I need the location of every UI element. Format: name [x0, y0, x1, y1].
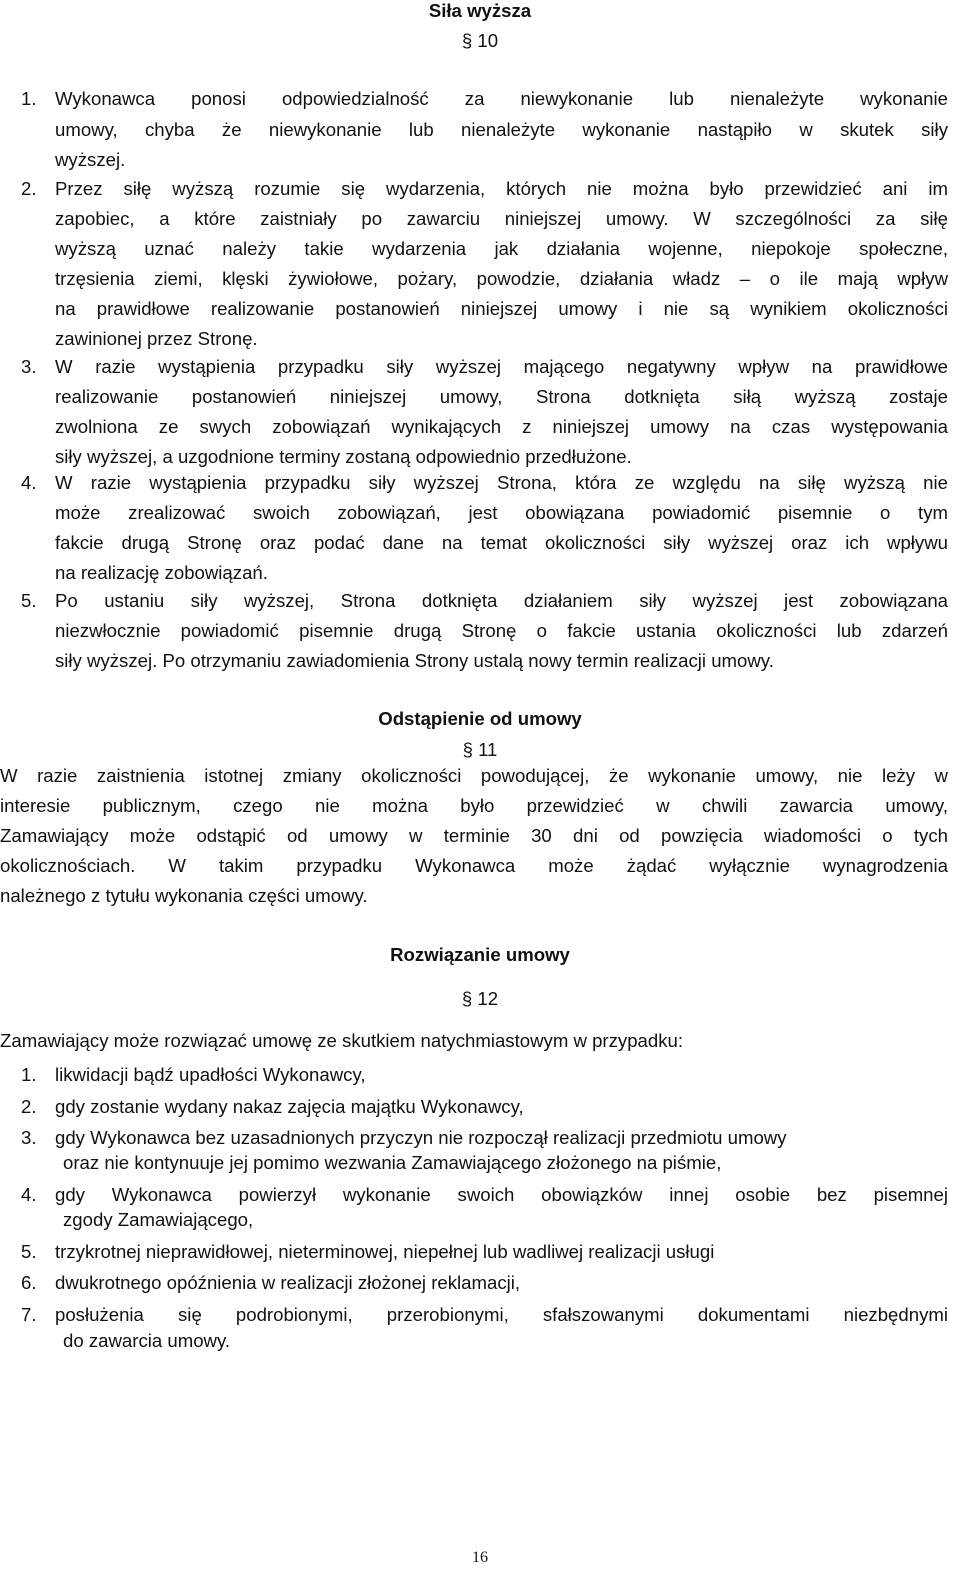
text-line: Zamawiający może odstąpić od umowy w terminie 30 dni od powzięcia wiadomości o tych: [0, 825, 948, 846]
text-line: likwidacji bądź upadłości Wykonawcy,: [55, 1064, 366, 1085]
paragraph-number-11: § 11: [462, 739, 498, 760]
text-line: zgody Zamawiającego,: [63, 1209, 254, 1230]
text-line: interesie publicznym, czego nie można było przewidzieć w chwili zawarcia umowy,: [0, 795, 948, 816]
item-number: 2.: [21, 1096, 37, 1117]
item-number: 4.: [21, 472, 37, 493]
item-number: 4.: [21, 1184, 37, 1205]
text-line: gdy Wykonawca bez uzasadnionych przyczyn nie rozpoczął realizacji przedmiotu umowy: [55, 1127, 787, 1148]
text-line: Po ustaniu siły wyższej, Strona dotknięta działaniem siły wyższej jest zobowiązana: [55, 590, 948, 611]
section-title-withdrawal: Odstąpienie od umowy: [378, 708, 582, 729]
text-line: Przez siłę wyższą rozumie się wydarzenia, których nie można było przewidzieć ani im: [55, 178, 948, 199]
text-line: do zawarcia umowy.: [63, 1330, 231, 1351]
text-line: zawinionej przez Stronę.: [55, 328, 258, 349]
item-number: 5.: [21, 590, 37, 611]
text-line: na realizację zobowiązań.: [55, 562, 268, 583]
text-line: posłużenia się podrobionymi, przerobionymi, sfałszowanymi dokumentami niezbędnymi: [55, 1304, 948, 1325]
text-line: gdy Wykonawca powierzył wykonanie swoich obowiązków innej osobie bez pisemnej: [55, 1184, 948, 1205]
text-line: W razie wystąpienia przypadku siły wyższej mającego negatywny wpływ na prawidłowe: [55, 356, 948, 377]
text-line: trzykrotnej nieprawidłowej, nieterminowej, niepełnej lub wadliwej realizacji usługi: [55, 1241, 715, 1262]
text-line: należnego z tytułu wykonania części umowy.: [0, 885, 368, 906]
text-line: dwukrotnego opóźnienia w realizacji złożonej reklamacji,: [55, 1272, 521, 1293]
text-line: na prawidłowe realizowanie postanowień niniejszej umowy i nie są wynikiem okoliczności: [55, 298, 948, 319]
section-title-termination: Rozwiązanie umowy: [390, 944, 570, 965]
text-line: okolicznościach. W takim przypadku Wykonawca może żądać wyłącznie wynagrodzenia: [0, 855, 948, 876]
section-title-force-majeure: Siła wyższa: [428, 0, 532, 21]
paragraph-number-10: § 10: [461, 30, 499, 51]
item-number: 5.: [21, 1241, 37, 1262]
text-line: siły wyższej, a uzgodnione terminy zostaną odpowiednio przedłużone.: [55, 446, 632, 467]
text-line: Wykonawca ponosi odpowiedzialność za niewykonanie lub nienależyte wykonanie: [55, 88, 948, 109]
paragraph-number-12: § 12: [461, 988, 499, 1009]
text-line: niezwłocznie powiadomić pisemnie drugą Stronę o fakcie ustania okoliczności lub zdarzeń: [55, 620, 948, 641]
text-line: W razie zaistnienia istotnej zmiany okoliczności powodującej, że wykonanie umowy, nie leży w: [0, 765, 948, 786]
text-line: wyższą uznać należy takie wydarzenia jak działania wojenne, niepokoje społeczne,: [55, 238, 948, 259]
text-line: umowy, chyba że niewykonanie lub nienależyte wykonanie nastąpiło w skutek siły: [55, 119, 948, 140]
text-line: zwolniona ze swych zobowiązań wynikających z niniejszej umowy na czas występowania: [55, 416, 948, 437]
text-line: zapobiec, a które zaistniały po zawarciu niniejszej umowy. W szczególności za siłę: [55, 208, 948, 229]
text-line: siły wyższej. Po otrzymaniu zawiadomienia Strony ustalą nowy termin realizacji umowy.: [55, 650, 774, 671]
text-line: W razie wystąpienia przypadku siły wyższej Strona, która ze względu na siłę wyższą nie: [55, 472, 948, 493]
text-line: wyższej.: [55, 149, 126, 170]
page-number: 16: [472, 1549, 488, 1566]
item-number: 3.: [21, 1127, 37, 1148]
item-number: 2.: [21, 178, 37, 199]
item-number: 3.: [21, 356, 37, 377]
text-line: realizowanie postanowień niniejszej umowy, Strona dotknięta siłą wyższą zostaje: [55, 386, 948, 407]
item-number: 1.: [21, 88, 37, 109]
section-intro: Zamawiający może rozwiązać umowę ze skutkiem natychmiastowym w przypadku:: [0, 1030, 684, 1051]
text-line: gdy zostanie wydany nakaz zajęcia majątku Wykonawcy,: [55, 1096, 524, 1117]
item-number: 7.: [21, 1304, 37, 1325]
item-number: 1.: [21, 1064, 37, 1085]
text-line: trzęsienia ziemi, klęski żywiołowe, pożary, powodzie, działania władz – o ile mają wpływ: [55, 268, 948, 289]
text-line: oraz nie kontynuuje jej pomimo wezwania Zamawiającego złożonego na piśmie,: [63, 1152, 722, 1173]
text-line: może zrealizować swoich zobowiązań, jest obowiązana powiadomić pisemnie o tym: [55, 502, 948, 523]
text-line: fakcie drugą Stronę oraz podać dane na temat okoliczności siły wyższej oraz ich wpływu: [55, 532, 948, 553]
item-number: 6.: [21, 1272, 37, 1293]
